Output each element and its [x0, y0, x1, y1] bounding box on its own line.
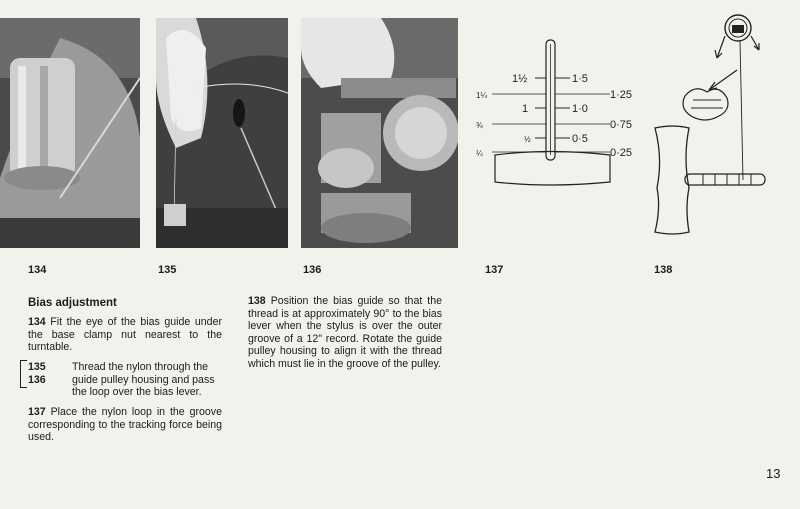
step-text-135-136: Thread the nylon through the guide pulley housing and pass the loop over the bias lever.	[72, 361, 215, 399]
step-text-137: Place the nylon loop in the groove corresponding to the tracking force being used.	[28, 406, 222, 444]
step-number-134: 134	[28, 316, 46, 328]
label-center-2: 1	[522, 103, 529, 115]
label-right-1: 1·5	[572, 73, 588, 85]
step-number-138: 138	[248, 295, 266, 307]
page-number: 13	[766, 466, 781, 481]
label-far-right-1: 1·25	[610, 89, 633, 101]
label-far-right-3: 0·25	[610, 147, 633, 159]
label-right-3: 0·5	[572, 133, 588, 145]
photo-136-guide-pulley-housing	[301, 18, 458, 248]
step-number-137: 137	[28, 406, 46, 418]
label-far-right-2: 0·75	[610, 119, 633, 131]
step-text-134: Fit the eye of the bias guide under the base clamp nut nearest to the turntable.	[28, 316, 222, 354]
label-left-2: ¾	[476, 121, 483, 130]
step-bracket	[20, 360, 27, 388]
instruction-138	[248, 295, 442, 371]
figure-number-136: 136	[303, 264, 322, 276]
figure-number-135: 135	[158, 264, 177, 276]
label-right-2: 1·0	[572, 103, 588, 115]
label-center-1: 1½	[512, 73, 528, 85]
figure-number-134: 134	[28, 264, 47, 276]
figure-number-138: 138	[654, 264, 673, 276]
diagram-137-tracking-force-scale	[470, 30, 640, 200]
diagram-138-bias-guide-alignment	[645, 8, 775, 253]
step-number-136: 136	[28, 374, 46, 386]
figure-number-137: 137	[485, 264, 504, 276]
step-text-138: Position the bias guide so that the thread is at approximately 90° to the bias lever when the stylus is over the outer groove of a 12" record. Rotate the guide pulley housing to align it with the thread which must lie in the groove of the pulley.	[248, 295, 442, 370]
step-number-135: 135	[28, 361, 46, 373]
instruction-134	[28, 316, 222, 354]
photo-135-thread-nylon	[156, 18, 288, 248]
label-left-3: ¼	[476, 149, 483, 158]
instruction-137	[28, 406, 222, 444]
section-heading: Bias adjustment	[28, 297, 117, 309]
label-left-1: 1¼	[476, 91, 488, 100]
label-center-3: ½	[524, 135, 531, 144]
photo-134-base-clamp-nut	[0, 18, 140, 248]
